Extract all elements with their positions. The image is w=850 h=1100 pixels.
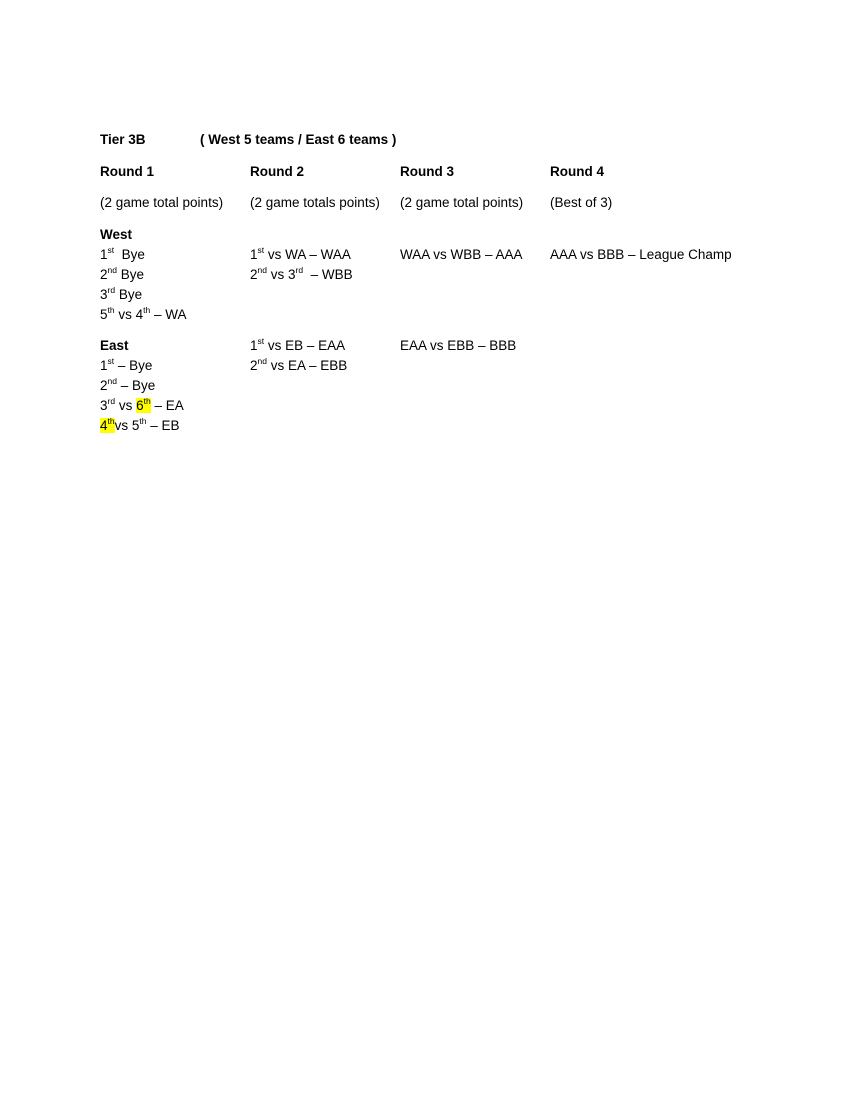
east-r1-line: 2nd – Bye bbox=[100, 375, 156, 393]
east-r2-line: 1st vs EB – EAA bbox=[250, 335, 346, 353]
west-r1-line: 1st Bye bbox=[100, 244, 145, 262]
highlighted-seed: 6th bbox=[136, 395, 151, 413]
west-label: West bbox=[100, 227, 133, 242]
round-2-note: (2 game totals points) bbox=[250, 195, 380, 210]
east-r1-line: 3rd vs 6th – EA bbox=[100, 395, 184, 413]
round-4-heading: Round 4 bbox=[550, 164, 604, 179]
round-1-note: (2 game total points) bbox=[100, 195, 224, 210]
west-r1-line: 3rd Bye bbox=[100, 284, 143, 302]
round-2-heading: Round 2 bbox=[250, 164, 304, 179]
west-r4-line: AAA vs BBB – League Champ bbox=[550, 247, 732, 262]
west-r1-line: 5th vs 4th – WA bbox=[100, 304, 187, 322]
tier-header bbox=[100, 132, 397, 147]
east-r2-line: 2nd vs EA – EBB bbox=[250, 355, 348, 373]
west-r2-line: 2nd vs 3rd – WBB bbox=[250, 264, 353, 282]
tier-title: Tier 3B bbox=[100, 132, 146, 147]
highlighted-seed: 4th bbox=[100, 415, 115, 433]
west-r2-line: 1st vs WA – WAA bbox=[250, 244, 351, 262]
east-r1-line: 1st – Bye bbox=[100, 355, 153, 373]
west-r1-line: 2nd Bye bbox=[100, 264, 144, 282]
tier-subtitle: ( West 5 teams / East 6 teams ) bbox=[200, 132, 397, 147]
east-r1-line: 4thvs 5th – EB bbox=[100, 415, 180, 433]
round-4-note: (Best of 3) bbox=[550, 195, 613, 210]
round-3-note: (2 game total points) bbox=[400, 195, 524, 210]
east-label: East bbox=[100, 338, 129, 353]
west-r3-line: WAA vs WBB – AAA bbox=[400, 247, 523, 262]
round-3-heading: Round 3 bbox=[400, 164, 454, 179]
east-r3-line: EAA vs EBB – BBB bbox=[400, 338, 517, 353]
round-1-heading: Round 1 bbox=[100, 164, 154, 179]
